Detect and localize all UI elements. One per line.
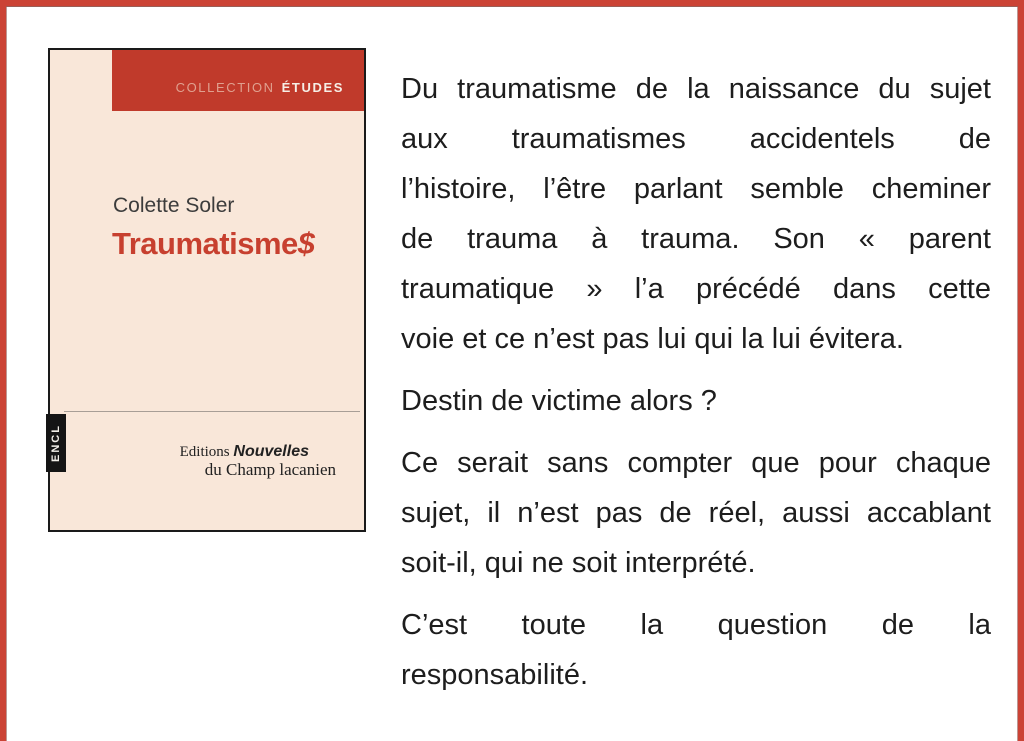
publisher-name-line2: du Champ lacanien: [204, 460, 336, 479]
blurb-line: de trauma à trauma. Son « parent: [401, 223, 991, 255]
blurb-line: aux traumatismes accidentels de: [401, 123, 991, 155]
book-author: Colette Soler: [113, 194, 235, 217]
blurb-line: soit-il, qui ne soit interprété.: [401, 547, 756, 579]
blurb-paragraph: [401, 600, 991, 700]
stylized-dollar-glyph: $: [297, 226, 315, 261]
blurb-line: Destin de victime alors ?: [401, 385, 717, 417]
collection-banner: [112, 50, 364, 111]
book-cover: [48, 48, 366, 532]
cover-divider-line: [64, 411, 360, 412]
publisher-name-line1: Editions Nouvelles: [179, 443, 309, 460]
publisher-name-bold: Nouvelles: [233, 443, 309, 460]
collection-label: COLLECTION: [175, 80, 275, 95]
book-blurb: [401, 64, 991, 712]
blurb-line: l’histoire, l’être parlant semble cheminer: [401, 173, 991, 205]
blurb-paragraph: [401, 64, 991, 364]
blurb-paragraph: [401, 438, 991, 588]
collection-name: ÉTUDES: [281, 80, 344, 95]
book-title: Traumatisme$: [112, 226, 315, 261]
blurb-line: Du traumatisme de la naissance du sujet: [401, 73, 991, 105]
blurb-line: voie et ce n’est pas lui qui la lui évitera.: [401, 323, 904, 355]
blurb-paragraph: [401, 376, 991, 426]
blurb-line: C’est toute la question de la: [401, 609, 991, 641]
blurb-line: sujet, il n’est pas de réel, aussi accablant: [401, 497, 991, 529]
blurb-line: responsabilité.: [401, 659, 588, 691]
blurb-line: traumatique » l’a précédé dans cette: [401, 273, 991, 305]
blurb-line: Ce serait sans compter que pour chaque: [401, 447, 991, 479]
publisher-spine-tab: ENCL: [46, 414, 66, 472]
